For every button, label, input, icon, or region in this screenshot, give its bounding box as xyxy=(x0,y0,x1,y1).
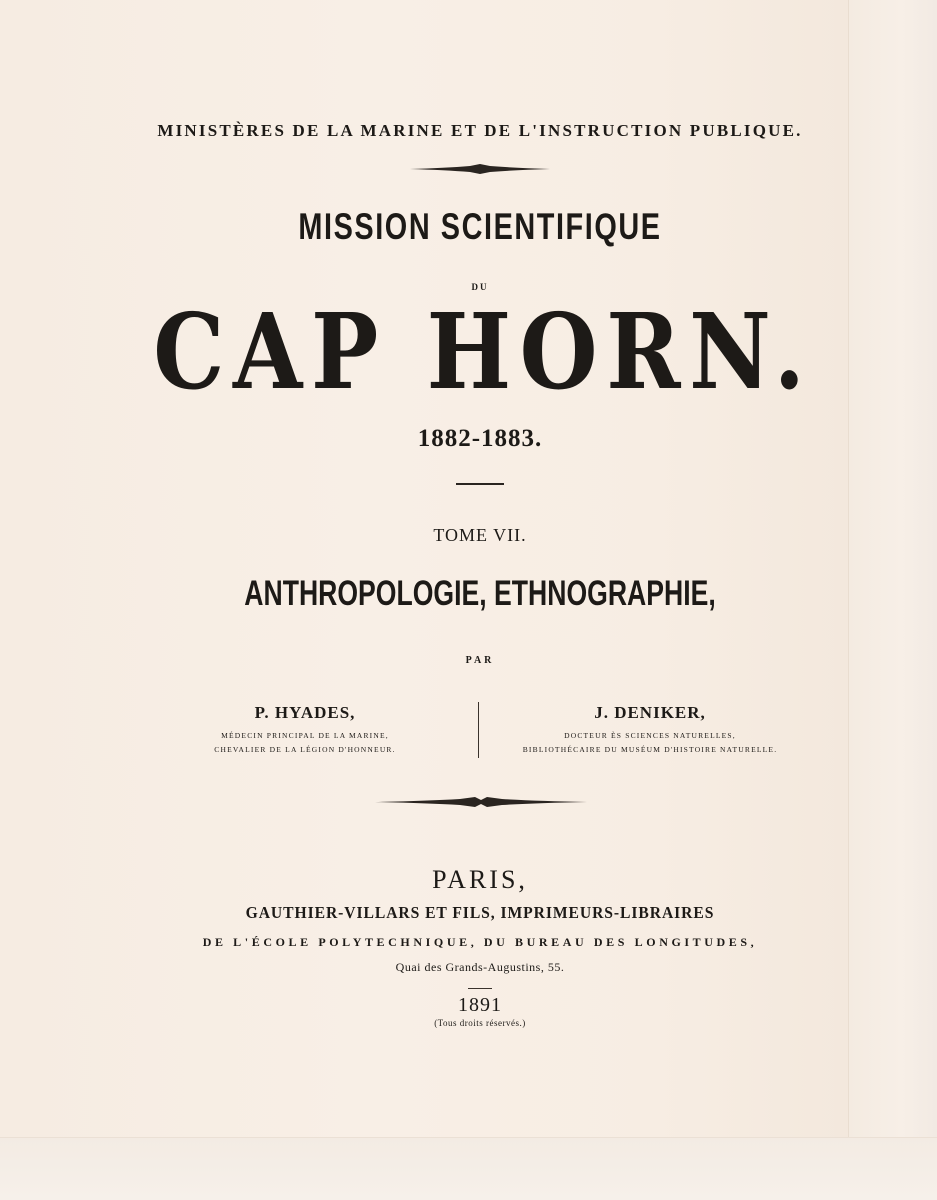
imprint-city: PARIS, xyxy=(432,865,528,894)
par-label: PAR xyxy=(465,655,495,666)
rule-before-year xyxy=(468,988,492,989)
title-page xyxy=(100,0,860,1200)
author-divider xyxy=(478,702,479,758)
author-credential: DOCTEUR ÈS SCIENCES NATURELLES, xyxy=(564,731,736,740)
ornament-middle xyxy=(375,795,587,809)
rule-after-years xyxy=(456,483,504,485)
subject-title: ANTHROPOLOGIE, ETHNOGRAPHIE, xyxy=(244,574,716,613)
author-hyades xyxy=(170,703,440,757)
right-page-edge xyxy=(848,0,937,1200)
author-deniker xyxy=(485,703,815,757)
imprint-address: Quai des Grands-Augustins, 55. xyxy=(395,960,565,974)
author-name: P. HYADES, xyxy=(254,703,356,722)
imprint-publisher: GAUTHIER-VILLARS ET FILS, IMPRIMEURS-LIBRAIRES xyxy=(245,903,715,922)
imprint-rights: (Tous droits réservés.) xyxy=(434,1018,526,1028)
du-label: DU xyxy=(471,282,489,292)
ornament-top xyxy=(410,163,550,175)
author-credential: CHEVALIER DE LA LÉGION D'HONNEUR. xyxy=(214,745,396,754)
years: 1882-1883. xyxy=(417,425,543,452)
tome-label: TOME VII. xyxy=(433,525,527,545)
ministry-heading: MINISTÈRES DE LA MARINE ET DE L'INSTRUCTION PUBLIQUE. xyxy=(157,121,803,140)
mission-title: MISSION SCIENTIFIQUE xyxy=(298,206,662,247)
author-name: J. DENIKER, xyxy=(594,703,706,722)
imprint-institutions: DE L'ÉCOLE POLYTECHNIQUE, DU BUREAU DES LONGITUDES, xyxy=(202,935,758,949)
main-title: CAP HORN. xyxy=(153,290,814,413)
author-credential: BIBLIOTHÉCAIRE DU MUSÉUM D'HISTOIRE NATURELLE. xyxy=(522,745,778,754)
author-credential: MÉDECIN PRINCIPAL DE LA MARINE, xyxy=(221,731,389,740)
imprint-year: 1891 xyxy=(458,994,502,1016)
